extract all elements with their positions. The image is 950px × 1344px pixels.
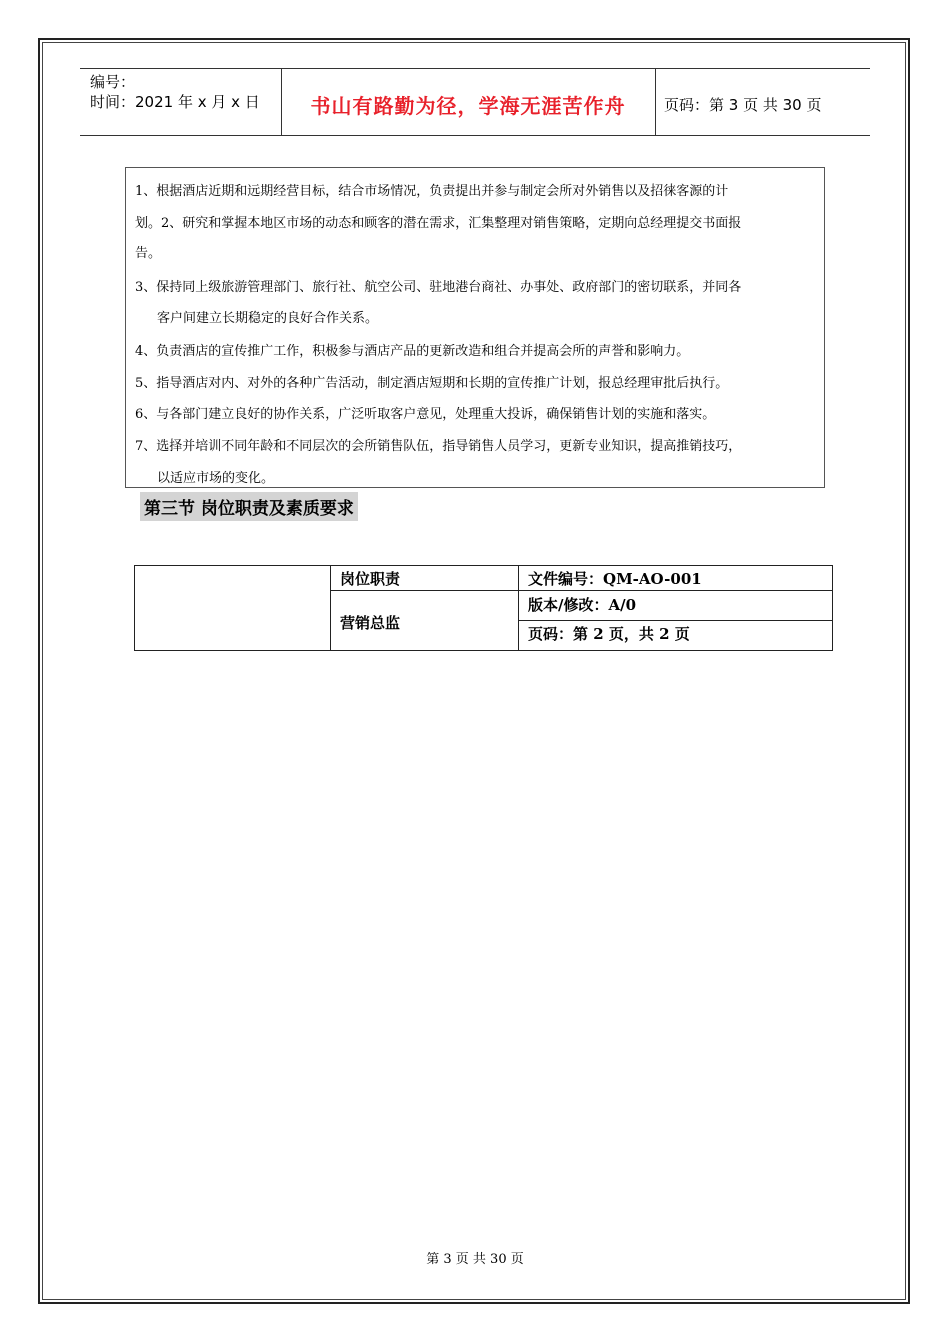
table-title-cell: 岗位职责: [340, 570, 401, 588]
document-info-table: [134, 565, 833, 651]
duty-line: 7、选择并培训不同年龄和不同层次的会所销售队伍，指导销售人员学习，更新专业知识，提高推销技巧，: [135, 439, 742, 454]
table-row-line: [518, 620, 833, 621]
duty-line: 客户间建立长期稳定的良好合作关系。: [157, 311, 379, 326]
header-divider-right: [655, 68, 656, 135]
header-time: 时间：2021 年 x 月 x 日: [90, 93, 260, 111]
table-position-cell: 营销总监: [340, 614, 401, 632]
duty-line: 3、保持同上级旅游管理部门、旅行社、航空公司、驻地港台商社、办事处、政府部门的密切联系，并同各: [135, 280, 742, 295]
table-col-line: [330, 565, 331, 651]
table-file-number-cell: 文件编号：QM-AO-001: [528, 570, 702, 588]
duty-line: 1、根据酒店近期和远期经营目标，结合市场情况，负责提出并参与制定会所对外销售以及招徕客源的计: [135, 184, 729, 199]
table-page-cell: 页码：第 2 页，共 2 页: [528, 625, 690, 643]
duty-line: 5、指导酒店对内、对外的各种广告活动，制定酒店短期和长期的宣传推广计划，报总经理审批后执行。: [135, 376, 729, 391]
header-doc-number: 编号：: [90, 73, 136, 91]
duty-line: 告。: [135, 246, 162, 261]
header-bottom-rule: [80, 135, 870, 136]
duty-line: 划。2、研究和掌握本地区市场的动态和顾客的潜在需求，汇集整理对销售策略，定期向总经理提交书面报: [135, 216, 742, 231]
table-version-cell: 版本/修改：A/0: [528, 596, 637, 614]
header-motto: 书山有路勤为径，学海无涯苦作舟: [310, 94, 626, 118]
duty-line: 4、负责酒店的宣传推广工作，积极参与酒店产品的更新改造和组合并提高会所的声誉和影响力。: [135, 344, 690, 359]
header-top-rule: [80, 68, 870, 69]
table-col-line: [518, 565, 519, 651]
duty-line: 6、与各部门建立良好的协作关系，广泛听取客户意见，处理重大投诉，确保销售计划的实施和落实。: [135, 407, 716, 422]
table-row-line: [330, 590, 833, 591]
page-footer: 第 3 页 共 30 页: [426, 1252, 524, 1267]
header-page-number: 页码：第 3 页 共 30 页: [664, 96, 822, 114]
section-title: 第三节 岗位职责及素质要求: [140, 492, 358, 521]
duty-line: 以适应市场的变化。: [157, 471, 275, 486]
